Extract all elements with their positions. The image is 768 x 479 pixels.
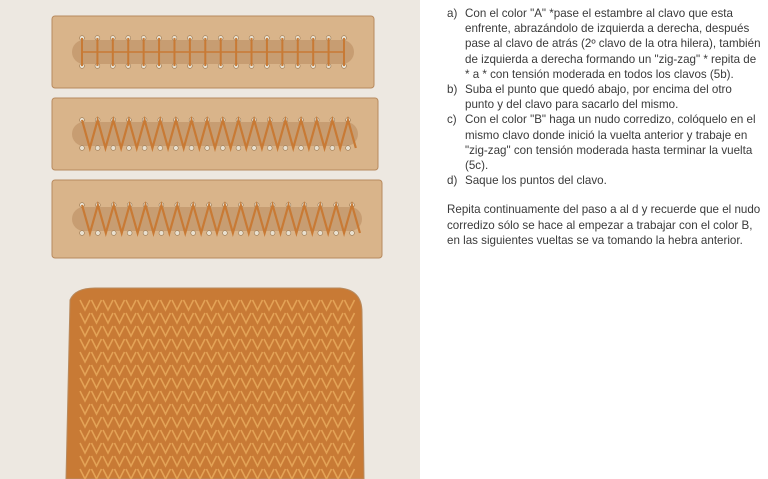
instructions-column — [447, 6, 762, 260]
loom-peg — [80, 146, 85, 151]
loom-peg — [283, 146, 288, 151]
step-a — [447, 6, 762, 82]
steps-list — [447, 6, 762, 188]
loom-peg — [111, 146, 116, 151]
loom-peg — [252, 146, 257, 151]
loom-peg — [286, 231, 291, 236]
loom-peg — [80, 231, 85, 236]
loom-peg — [350, 231, 355, 236]
loom-peg — [334, 231, 339, 236]
loom-peg — [299, 146, 304, 151]
loom-peg — [346, 146, 351, 151]
step-letter: c) — [447, 113, 457, 127]
step-text: Saque los puntos del clavo. — [465, 174, 607, 188]
step-letter: a) — [447, 7, 458, 20]
step-letter: b) — [447, 83, 458, 97]
loom-peg — [175, 231, 180, 236]
loom-peg — [111, 231, 116, 236]
loom-peg — [238, 231, 243, 236]
loom-peg — [143, 231, 148, 236]
loom-peg — [302, 231, 307, 236]
loom-peg — [205, 146, 210, 151]
loom-peg — [159, 231, 164, 236]
loom-peg — [142, 146, 147, 151]
step-letter: d) — [447, 174, 458, 188]
step-d — [447, 173, 762, 188]
loom-peg — [267, 146, 272, 151]
loom-peg — [236, 146, 241, 151]
loom-peg — [314, 146, 319, 151]
loom-peg — [270, 231, 275, 236]
loom-peg — [95, 146, 100, 151]
loom-peg — [220, 146, 225, 151]
loom-peg — [158, 146, 163, 151]
loom-peg — [223, 231, 228, 236]
loom-peg — [191, 231, 196, 236]
loom-peg — [330, 146, 335, 151]
loom-peg — [189, 146, 194, 151]
step-text: Suba el punto que quedó abajo, por encima del otro punto y del clavo para sacarlo del mismo. — [465, 83, 732, 112]
step-c — [447, 112, 762, 173]
continuation-note: Repita continuamente del paso a al d y recuerde que el nudo corredizo sólo se hace al empezar a trabajar con el color B, en las siguientes vueltas se va tomando la hebra anterior. — [447, 203, 761, 247]
loom-peg — [127, 231, 132, 236]
loom-peg — [95, 231, 100, 236]
loom-peg — [207, 231, 212, 236]
loom-peg — [173, 146, 178, 151]
loom-peg — [318, 231, 323, 236]
loom-peg — [127, 146, 132, 151]
step-text: Con el color "B" haga un nudo corredizo, colóquelo en el mismo clavo donde inició la vuelta anterior y trabaje en "zig-zag" con tensión moderada hasta terminar la vuelta (5c). — [465, 113, 756, 173]
step-b — [447, 82, 762, 112]
step-text: Con el color "A" *pase el estambre al clavo que esta enfrente, abrazándolo de izquierda a derecha, después pase al clavo de atrás (2º clavo de la otra hilera), también de izquierda a derecha formando un "zig-zag" * repita de * a * con tensión moderada en todos los clavos (5b). — [465, 7, 761, 81]
loom-peg — [254, 231, 259, 236]
